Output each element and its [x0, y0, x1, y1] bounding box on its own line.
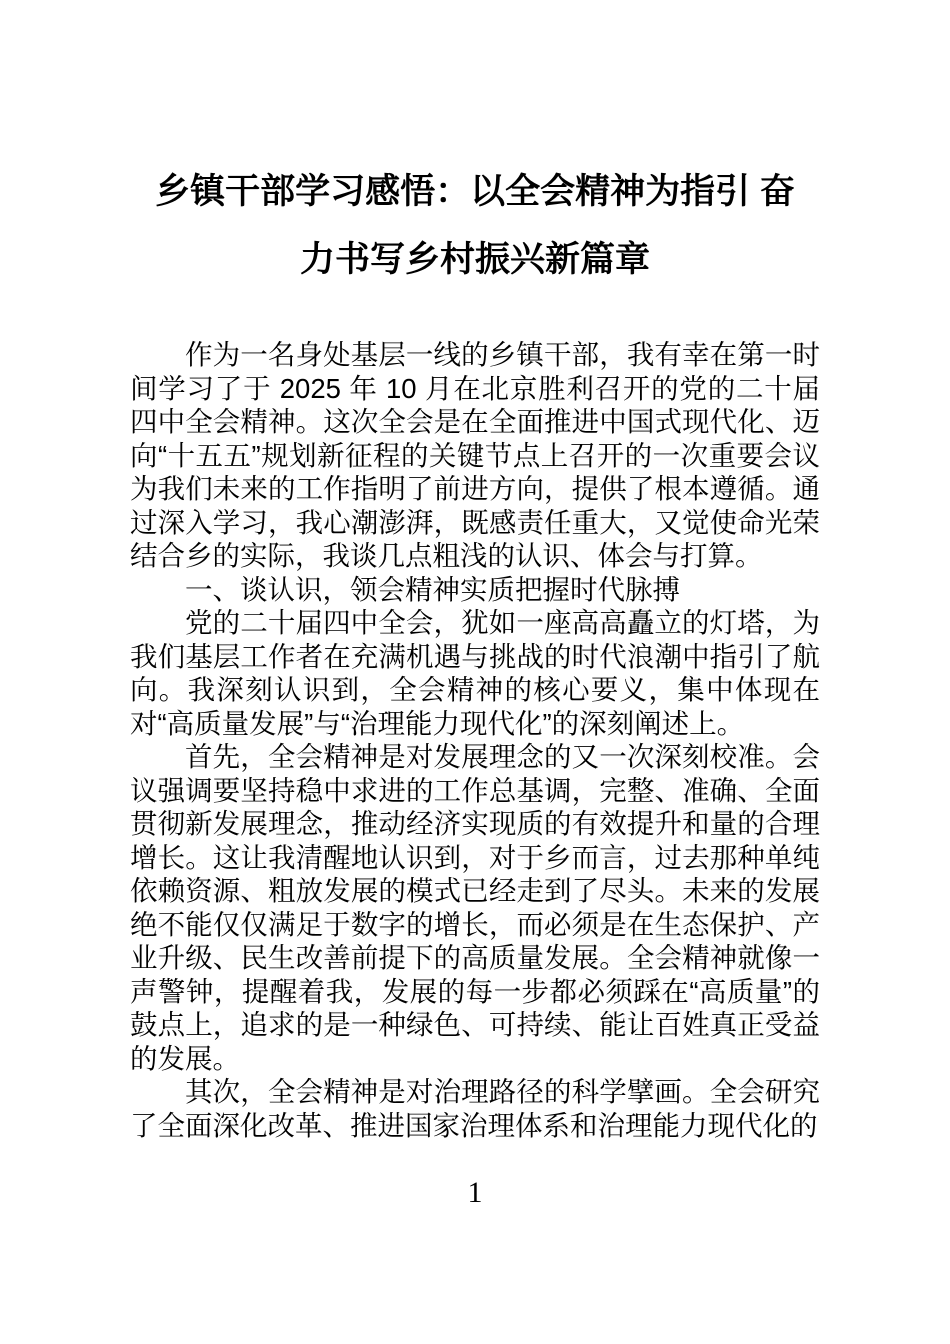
- document-title: [128, 158, 822, 294]
- page-number: 1: [467, 1176, 483, 1209]
- paragraph-understanding: 党的二十届四中全会，犹如一座高高矗立的灯塔，为我们基层工作者在充满机遇与挑战的时代浪潮中指引了航向。我深刻认识到，全会精神的核心要义，集中体现在对“高质量发展”与“治理能力现代化”的深刻阐述上。: [130, 607, 820, 739]
- document-body: [130, 338, 820, 1142]
- paragraph-intro: 作为一名身处基层一线的乡镇干部，我有幸在第一时间学习了于 2025 年 10 月在北京胜利召开的党的二十届四中全会精神。这次全会是在全面推进中国式现代化、迈向“十五五”规划新征程的关键节点上召开的一次重要会议为我们未来的工作指明了前进方向，提供了根本遵循。通过深入学习，我心潮澎湃，既感责任重大，又觉使命光荣结合乡的实际，我谈几点粗浅的认识、体会与打算。: [130, 339, 820, 571]
- paragraph-second-point: 其次，全会精神是对治理路径的科学擘画。全会研究了全面深化改革、推进国家治理体系和治理能力现代化的: [130, 1076, 820, 1141]
- section-heading-1: 一、谈认识，领会精神实质把握时代脉搏: [185, 573, 680, 605]
- title-line-2: 力书写乡村振兴新篇章: [299, 240, 650, 279]
- title-line-1: 乡镇干部学习感悟：以全会精神为指引 奋: [155, 172, 795, 211]
- paragraph-first-point: 首先，全会精神是对发展理念的又一次深刻校准。会议强调要坚持稳中求进的工作总基调，完整、准确、全面贯彻新发展理念，推动经济实现质的有效提升和量的合理增长。这让我清醒地认识到，对于乡而言，过去那种单纯依赖资源、粗放发展的模式已经走到了尽头。未来的发展绝不能仅仅满足于数字的增长，而必须是在生态保护、产业升级、民生改善前提下的高质量发展。全会精神就像一声警钟，提醒着我，发展的每一步都必须踩在“高质量”的鼓点上，追求的是一种绿色、可持续、能让百姓真正受益的发展。: [130, 741, 820, 1074]
